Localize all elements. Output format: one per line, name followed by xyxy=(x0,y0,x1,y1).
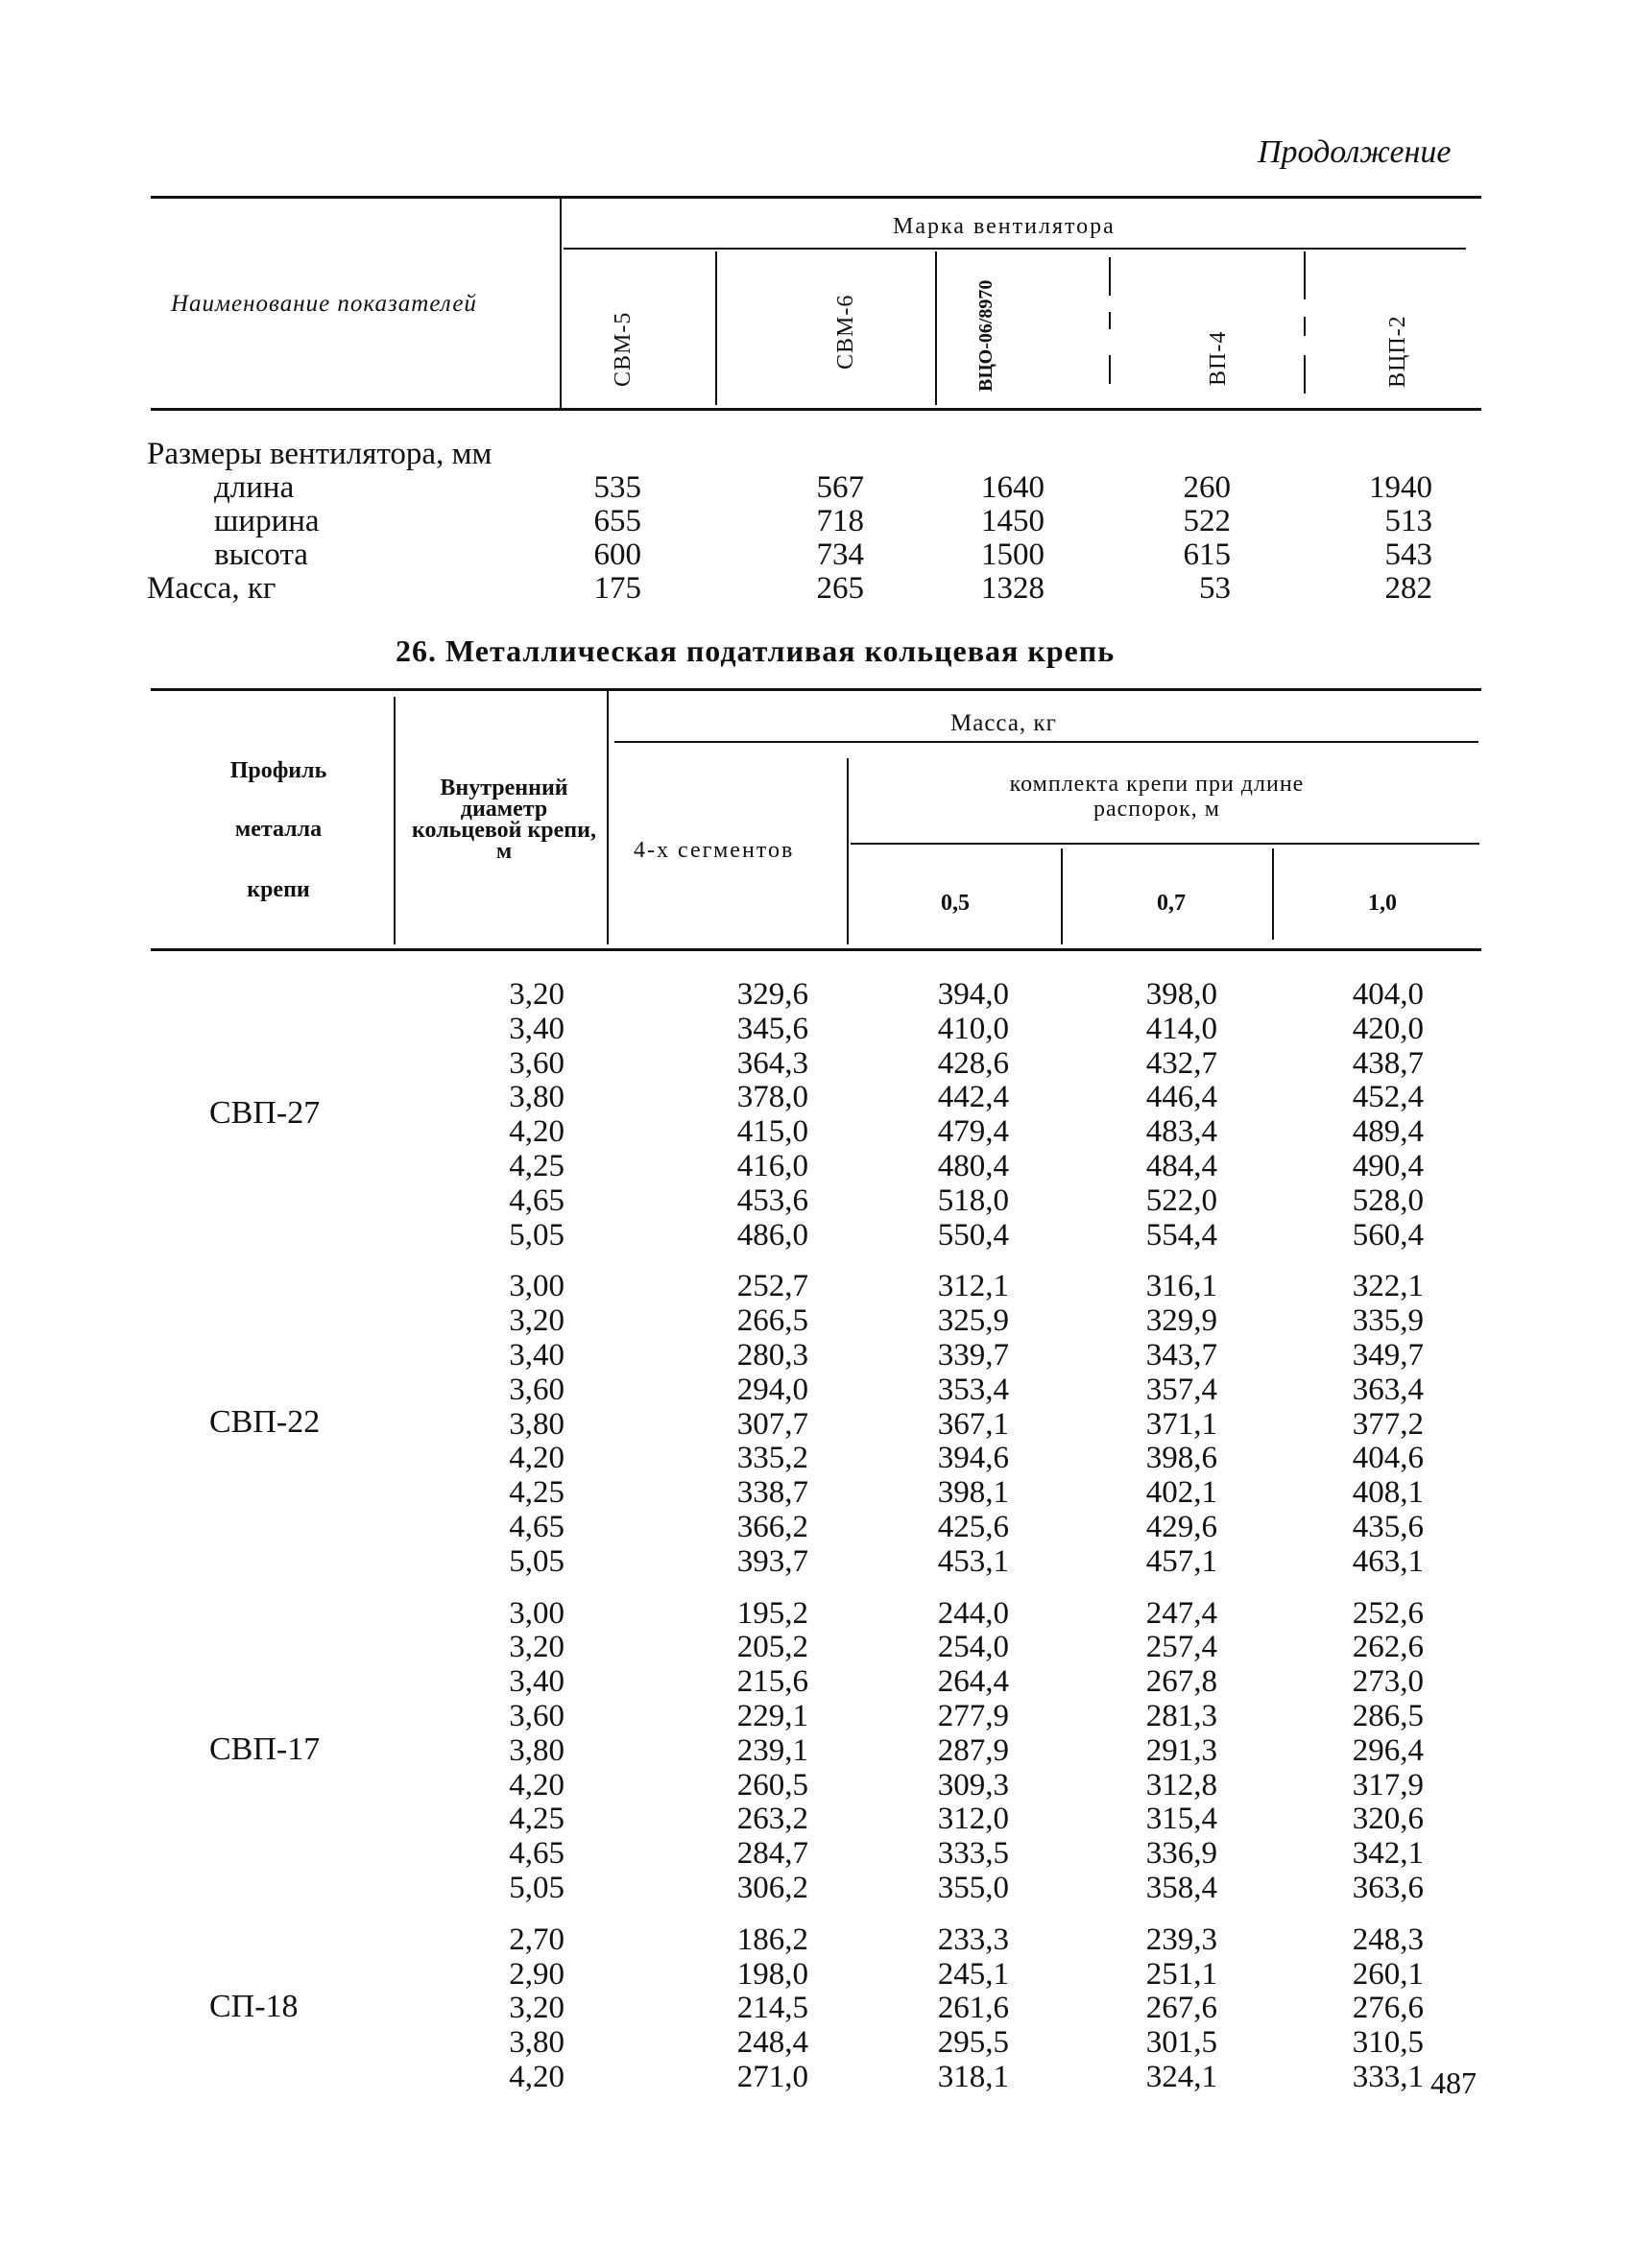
fan-value-cell: 718 xyxy=(816,504,864,538)
mass-cell: 336,9 xyxy=(1145,1836,1217,1871)
diameter-cell: 3,80 xyxy=(509,1080,564,1114)
diameter-cell: 4,65 xyxy=(509,1183,564,1218)
col-vp4: ВП-4 xyxy=(1206,330,1231,386)
mass-cell: 453,1 xyxy=(937,1544,1009,1579)
mass-cell: 452,4 xyxy=(1352,1080,1424,1114)
mass-cell: 277,9 xyxy=(937,1699,1009,1733)
fan-value-cell: 265 xyxy=(816,571,864,606)
mass-cell: 560,4 xyxy=(1352,1218,1424,1253)
mass-cell: 281,3 xyxy=(1145,1699,1217,1733)
mass-cell: 394,6 xyxy=(937,1441,1009,1475)
mass-cell: 366,2 xyxy=(736,1510,808,1544)
mass-cell: 239,1 xyxy=(736,1733,808,1768)
mass-cell: 410,0 xyxy=(937,1012,1009,1046)
mass-cell: 420,0 xyxy=(1352,1012,1424,1046)
mass-cell: 371,1 xyxy=(1145,1407,1217,1442)
fan-value-cell: 543 xyxy=(1384,537,1432,572)
mass-cell: 248,4 xyxy=(736,2025,808,2060)
mass-cell: 432,7 xyxy=(1145,1046,1217,1081)
mass-cell: 345,6 xyxy=(736,1012,808,1046)
mass-cell: 205,2 xyxy=(736,1630,808,1664)
mass-cell: 324,1 xyxy=(1145,2060,1217,2094)
mass-cell: 408,1 xyxy=(1352,1475,1424,1510)
col-svm6: СВМ-6 xyxy=(833,294,858,370)
mass-cell: 342,1 xyxy=(1352,1836,1424,1871)
mass-cell: 320,6 xyxy=(1352,1802,1424,1836)
mass-cell: 271,0 xyxy=(736,2060,808,2094)
mass-cell: 260,5 xyxy=(736,1768,808,1802)
mass-cell: 518,0 xyxy=(937,1183,1009,1218)
mass-cell: 198,0 xyxy=(736,1957,808,1992)
fan-value-cell: 600 xyxy=(593,537,641,572)
fan-value-cell: 655 xyxy=(593,504,641,538)
diameter-cell: 4,25 xyxy=(509,1802,564,1836)
fan-value-cell: 734 xyxy=(816,537,864,572)
mass-cell: 252,7 xyxy=(736,1269,808,1303)
diameter-cell: 4,20 xyxy=(509,1768,564,1802)
mass-cell: 363,4 xyxy=(1352,1373,1424,1407)
mass-cell: 486,0 xyxy=(736,1218,808,1253)
diameter-cell: 4,65 xyxy=(509,1510,564,1544)
continuation-label: Продолжение xyxy=(1258,134,1452,170)
diameter-cell: 3,60 xyxy=(509,1373,564,1407)
mass-cell: 254,0 xyxy=(937,1630,1009,1664)
diameter-header: Внутренний диаметр кольцевой крепи, м xyxy=(412,776,596,864)
mass-cell: 260,1 xyxy=(1352,1957,1424,1992)
mass-cell: 284,7 xyxy=(736,1836,808,1871)
mass-cell: 325,9 xyxy=(937,1303,1009,1338)
row-mass-label: Масса, кг xyxy=(147,571,276,606)
diameter-cell: 3,80 xyxy=(509,1733,564,1768)
mass-cell: 296,4 xyxy=(1352,1733,1424,1768)
mass-cell: 310,5 xyxy=(1352,2025,1424,2060)
diameter-cell: 2,70 xyxy=(509,1922,564,1957)
segments-header: 4-х сегментов xyxy=(634,838,795,863)
mass-cell: 262,6 xyxy=(1352,1630,1424,1664)
mass-cell: 442,4 xyxy=(937,1080,1009,1114)
diameter-cell: 4,20 xyxy=(509,2060,564,2094)
diameter-cell: 4,65 xyxy=(509,1836,564,1871)
mass-cell: 484,4 xyxy=(1145,1149,1217,1183)
mass-cell: 554,4 xyxy=(1145,1218,1217,1253)
fan-value-cell: 1500 xyxy=(981,537,1045,572)
mass-cell: 446,4 xyxy=(1145,1080,1217,1114)
mass-cell: 398,1 xyxy=(937,1475,1009,1510)
diameter-cell: 3,20 xyxy=(509,1991,564,2025)
mass-cell: 215,6 xyxy=(736,1664,808,1699)
diameter-cell: 3,60 xyxy=(509,1699,564,1733)
mass-cell: 263,2 xyxy=(736,1802,808,1836)
profile-name: СВП-22 xyxy=(209,1404,321,1440)
row-length-label: длина xyxy=(214,470,295,505)
diameter-cell: 3,40 xyxy=(509,1012,564,1046)
length-10: 1,0 xyxy=(1368,891,1397,916)
mass-cell: 312,1 xyxy=(937,1269,1009,1303)
mass-cell: 312,0 xyxy=(937,1802,1009,1836)
diameter-cell: 3,20 xyxy=(509,1630,564,1664)
row-width-label: ширина xyxy=(214,504,320,538)
mass-cell: 316,1 xyxy=(1145,1269,1217,1303)
mass-cell: 233,3 xyxy=(937,1922,1009,1957)
diameter-cell: 4,25 xyxy=(509,1475,564,1510)
mass-cell: 318,1 xyxy=(937,2060,1009,2094)
fan-brand-header: Марка вентилятора xyxy=(893,214,1116,239)
diameter-cell: 4,25 xyxy=(509,1149,564,1183)
mass-cell: 483,4 xyxy=(1145,1114,1217,1149)
mass-cell: 353,4 xyxy=(937,1373,1009,1407)
mass-cell: 329,6 xyxy=(736,977,808,1012)
mass-cell: 247,4 xyxy=(1145,1596,1217,1631)
diameter-cell: 3,00 xyxy=(509,1269,564,1303)
fan-value-cell: 1328 xyxy=(981,571,1045,606)
profile-header-3: крепи xyxy=(247,877,310,902)
mass-cell: 479,4 xyxy=(937,1114,1009,1149)
diameter-cell: 3,20 xyxy=(509,1303,564,1338)
mass-cell: 186,2 xyxy=(736,1922,808,1957)
mass-cell: 335,9 xyxy=(1352,1303,1424,1338)
profile-header-1: Профиль xyxy=(229,758,327,783)
diameter-cell: 3,60 xyxy=(509,1046,564,1081)
diameter-cell: 4,20 xyxy=(509,1114,564,1149)
fan-value-cell: 522 xyxy=(1183,504,1231,538)
mass-cell: 301,5 xyxy=(1145,2025,1217,2060)
mass-cell: 244,0 xyxy=(937,1596,1009,1631)
mass-cell: 404,0 xyxy=(1352,977,1424,1012)
mass-cell: 522,0 xyxy=(1145,1183,1217,1218)
mass-cell: 429,6 xyxy=(1145,1510,1217,1544)
mass-cell: 528,0 xyxy=(1352,1183,1424,1218)
diameter-cell: 3,80 xyxy=(509,1407,564,1442)
mass-cell: 317,9 xyxy=(1352,1768,1424,1802)
mass-cell: 306,2 xyxy=(736,1871,808,1905)
mass-cell: 343,7 xyxy=(1145,1338,1217,1373)
mass-cell: 457,1 xyxy=(1145,1544,1217,1579)
mass-cell: 435,6 xyxy=(1352,1510,1424,1544)
mass-cell: 248,3 xyxy=(1352,1922,1424,1957)
mass-cell: 251,1 xyxy=(1145,1957,1217,1992)
mass-cell: 280,3 xyxy=(736,1338,808,1373)
table26-title: 26. Металлическая податливая кольцевая крепь xyxy=(396,633,1116,668)
fan-value-cell: 282 xyxy=(1384,571,1432,606)
fan-value-cell: 53 xyxy=(1199,571,1231,606)
diameter-cell: 4,20 xyxy=(509,1441,564,1475)
diameter-cell: 5,05 xyxy=(509,1544,564,1579)
mass-cell: 335,2 xyxy=(736,1441,808,1475)
mass-cell: 267,8 xyxy=(1145,1664,1217,1699)
diameter-cell: 5,05 xyxy=(509,1218,564,1253)
mass-cell: 489,4 xyxy=(1352,1114,1424,1149)
mass-cell: 377,2 xyxy=(1352,1407,1424,1442)
mass-cell: 339,7 xyxy=(937,1338,1009,1373)
mass-cell: 295,5 xyxy=(937,2025,1009,2060)
diameter-cell: 2,90 xyxy=(509,1957,564,1992)
mass-cell: 312,8 xyxy=(1145,1768,1217,1802)
mass-cell: 404,6 xyxy=(1352,1441,1424,1475)
mass-cell: 438,7 xyxy=(1352,1046,1424,1081)
col-svm5: СВМ-5 xyxy=(611,311,636,387)
indicator-name-header: Наименование показателей xyxy=(171,291,477,317)
mass-cell: 309,3 xyxy=(937,1768,1009,1802)
fan-value-cell: 615 xyxy=(1183,537,1231,572)
fan-value-cell: 1640 xyxy=(981,470,1045,505)
mass-cell: 322,1 xyxy=(1352,1269,1424,1303)
diameter-cell: 3,20 xyxy=(509,977,564,1012)
mass-cell: 294,0 xyxy=(736,1373,808,1407)
mass-cell: 425,6 xyxy=(937,1510,1009,1544)
mass-cell: 239,3 xyxy=(1145,1922,1217,1957)
mass-cell: 358,4 xyxy=(1145,1871,1217,1905)
mass-cell: 416,0 xyxy=(736,1149,808,1183)
mass-cell: 291,3 xyxy=(1145,1733,1217,1768)
fan-value-cell: 567 xyxy=(816,470,864,505)
fan-value-cell: 535 xyxy=(593,470,641,505)
mass-cell: 267,6 xyxy=(1145,1991,1217,2025)
fan-value-cell: 260 xyxy=(1183,470,1231,505)
mass-cell: 355,0 xyxy=(937,1871,1009,1905)
mass-cell: 252,6 xyxy=(1352,1596,1424,1631)
mass-cell: 287,9 xyxy=(937,1733,1009,1768)
mass-cell: 214,5 xyxy=(736,1991,808,2025)
mass-cell: 245,1 xyxy=(937,1957,1009,1992)
kit-header: комплекта крепи при длине распорок, м xyxy=(1009,772,1305,822)
mass-cell: 364,3 xyxy=(736,1046,808,1081)
col-vcp2: ВЦП-2 xyxy=(1385,315,1410,388)
mass-cell: 333,5 xyxy=(937,1836,1009,1871)
profile-header-2: металла xyxy=(234,817,323,842)
mass-cell: 367,1 xyxy=(937,1407,1009,1442)
mass-cell: 273,0 xyxy=(1352,1664,1424,1699)
mass-cell: 276,6 xyxy=(1352,1991,1424,2025)
diameter-cell: 5,05 xyxy=(509,1871,564,1905)
profile-name: СП-18 xyxy=(209,1989,299,2024)
diameter-cell: 3,80 xyxy=(509,2025,564,2060)
mass-cell: 378,0 xyxy=(736,1080,808,1114)
mass-cell: 315,4 xyxy=(1145,1802,1217,1836)
mass-cell: 266,5 xyxy=(736,1303,808,1338)
length-05: 0,5 xyxy=(941,891,970,916)
mass-cell: 453,6 xyxy=(736,1183,808,1218)
mass-cell: 261,6 xyxy=(937,1991,1009,2025)
profile-name: СВП-27 xyxy=(209,1095,321,1131)
mass-cell: 333,1 xyxy=(1352,2060,1424,2094)
fan-dimensions-section: Размеры вентилятора, мм xyxy=(147,437,492,471)
mass-cell: 394,0 xyxy=(937,977,1009,1012)
mass-cell: 398,0 xyxy=(1145,977,1217,1012)
mass-cell: 229,1 xyxy=(736,1699,808,1733)
mass-cell: 257,4 xyxy=(1145,1630,1217,1664)
mass-cell: 307,7 xyxy=(736,1407,808,1442)
page-number: 487 xyxy=(1430,2065,1477,2100)
mass-cell: 402,1 xyxy=(1145,1475,1217,1510)
mass-cell: 490,4 xyxy=(1352,1149,1424,1183)
mass-cell: 415,0 xyxy=(736,1114,808,1149)
mass-cell: 357,4 xyxy=(1145,1373,1217,1407)
fan-value-cell: 513 xyxy=(1384,504,1432,538)
fan-value-cell: 1940 xyxy=(1369,470,1432,505)
mass-cell: 338,7 xyxy=(736,1475,808,1510)
mass-cell: 463,1 xyxy=(1352,1544,1424,1579)
fan-value-cell: 1450 xyxy=(981,504,1045,538)
mass-cell: 428,6 xyxy=(937,1046,1009,1081)
col-vco: ВЦО-06/8970 xyxy=(975,279,997,392)
mass-cell: 264,4 xyxy=(937,1664,1009,1699)
fan-value-cell: 175 xyxy=(593,571,641,606)
mass-cell: 398,6 xyxy=(1145,1441,1217,1475)
mass-cell: 286,5 xyxy=(1352,1699,1424,1733)
mass-header: Масса, кг xyxy=(950,710,1057,736)
mass-cell: 393,7 xyxy=(736,1544,808,1579)
diameter-cell: 3,00 xyxy=(509,1596,564,1631)
mass-cell: 363,6 xyxy=(1352,1871,1424,1905)
diameter-cell: 3,40 xyxy=(509,1664,564,1699)
mass-cell: 480,4 xyxy=(937,1149,1009,1183)
profile-name: СВП-17 xyxy=(209,1731,321,1767)
row-height-label: высота xyxy=(214,537,308,572)
mass-cell: 195,2 xyxy=(736,1596,808,1631)
mass-cell: 329,9 xyxy=(1145,1303,1217,1338)
mass-cell: 414,0 xyxy=(1145,1012,1217,1046)
diameter-cell: 3,40 xyxy=(509,1338,564,1373)
mass-cell: 550,4 xyxy=(937,1218,1009,1253)
length-07: 0,7 xyxy=(1157,891,1186,916)
mass-cell: 349,7 xyxy=(1352,1338,1424,1373)
